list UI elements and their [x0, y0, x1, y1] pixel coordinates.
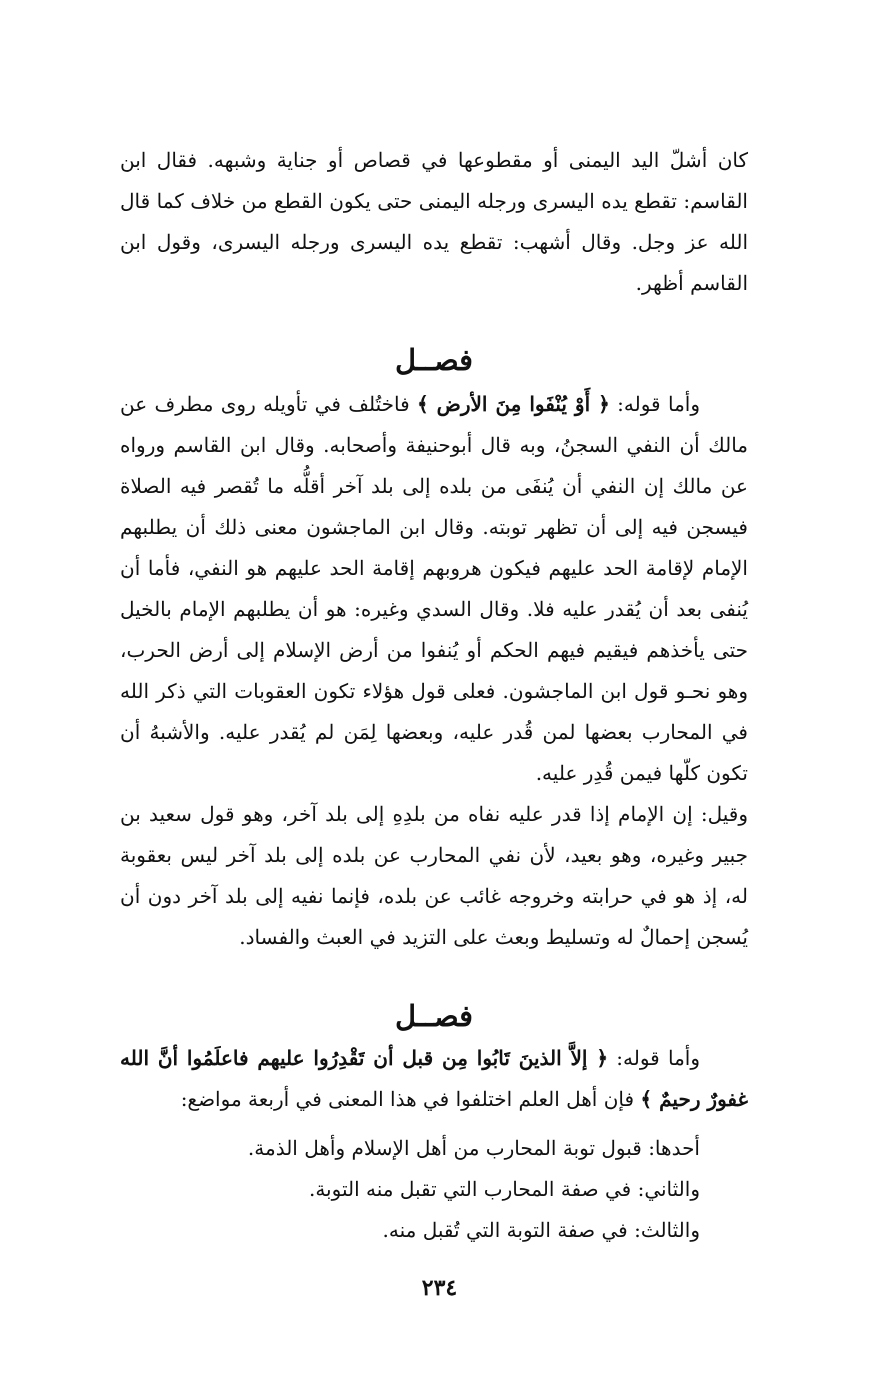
section-1-verse: ﴿ أَوْ يُنْفَوا مِنَ الأرض ﴾ [417, 392, 610, 416]
section-1-body: فاختُلف في تأويله روى مطرف عن مالك أن النفي السجنُ، وبه قال أبوحنيفة وأصحابه. وقال ابن القاسم ورواه عن مالك إن النفي أن يُنفَى من بلده إلى بلد آخر أقلُّه ما تُقصر فيه الصلاة فيسجن فيه إلى أن تظهر توبته. وقال ابن الماجشون معنى ذلك أن يطلبهم الإمام لإقامة الحد عليهم فيكون هروبهم إقامة الحد عليهم هو النفي، فأما أن يُنفى بعد أن يُقدر عليه فلا. وقال السدي وغيره: هو أن يطلبهم الإمام بالخيل حتى يأخذهم فيقيم فيهم الحكم أو يُنفوا من أرض الإسلام إلى أرض الحرب، وهو نحـو قول ابن الماجشون. فعلى قول هؤلاء تكون العقوبات التي ذكر الله في المحارب بعضها لمن قُدر عليه، وبعضها لِمَن لم يُقدر عليه. والأشبهُ أن تكون كلّها فيمن قُدِر عليه. [120, 392, 748, 785]
positions-list [120, 1128, 748, 1251]
section-heading-1: فصــل [395, 343, 473, 377]
section-heading-2: فصــل [395, 999, 473, 1033]
list-item: أحدها: قبول توبة المحارب من أهل الإسلام وأهل الذمة. [247, 1136, 700, 1160]
section-2-body: فإن أهل العلم اختلفوا في هذا المعنى في أربعة مواضع: [180, 1087, 635, 1111]
list-item: والثاني: في صفة المحارب التي تقبل منه التوبة. [308, 1177, 700, 1201]
section-2-paragraph [120, 1038, 748, 1120]
section-1-paragraph [120, 384, 748, 794]
page-body [120, 140, 748, 1251]
section-1-paragraph-2: وقيل: إن الإمام إذا قدر عليه نفاه من بلدِهِ إلى بلد آخر، وهو قول سعيد بن جبير وغيره، وهو بعيد، لأن نفي المحارب عن بلده إلى بلد آخر ليس بعقوبة له، إذ هو في حرابته وخروجه غائب عن بلده، فإنما نفيه إلى بلد آخر دون أن يُسجن إحمالٌ له وتسليط وبعث على التزيد في العبث والفساد. [120, 802, 748, 949]
page-number: ٢٣٤ [421, 1275, 458, 1301]
list-item: والثالث: في صفة التوبة التي تُقبل منه. [382, 1218, 700, 1242]
section-2-lead: وأما قوله: [616, 1046, 701, 1070]
intro-paragraph: كان أشلّ اليد اليمنى أو مقطوعها في قصاص أو جناية وشبهه. فقال ابن القاسم: تقطع يده اليسرى ورجله اليمنى حتى يكون القطع من خلاف كما قال الله عز وجل. وقال أشهب: تقطع يده اليسرى ورجله اليسرى، وقول ابن القاسم أظهر. [120, 148, 748, 295]
section-2-verse: ﴿ إلاَّ الذينَ تَابُوا مِن قبل أن تَقْدِرُوا عليهم فاعلَمُوا أنَّ الله غفورٌ رحيمٌ ﴾ [120, 1046, 748, 1111]
section-1-lead: وأما قوله: [617, 392, 700, 416]
